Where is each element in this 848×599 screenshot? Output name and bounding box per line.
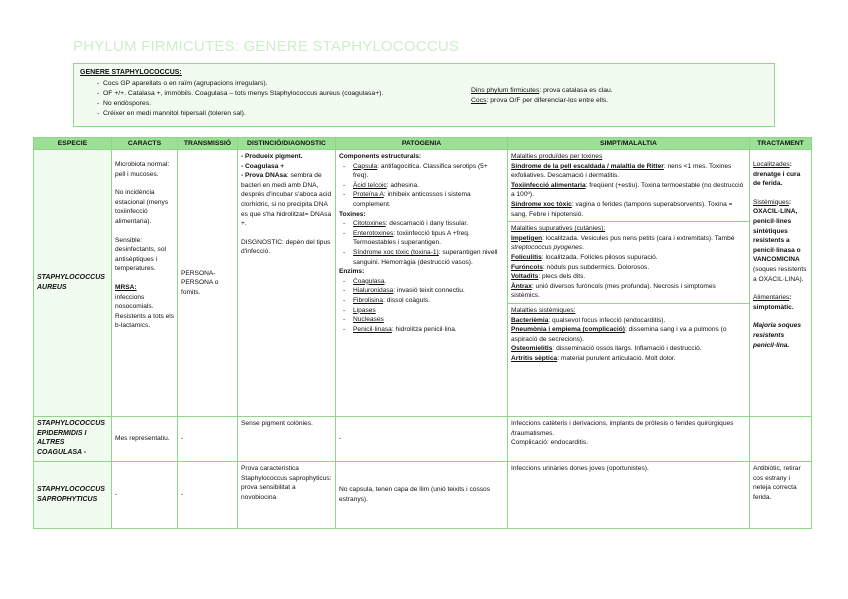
header-transmissio: TRANSMISSIÓ	[178, 138, 238, 150]
header-caracts: CARACTS	[112, 138, 178, 150]
distincio-cell: - Produeix pigment. - Coagulasa + - Prova DNAsa: sembra de bacteri en medi amb DNA, després d'incubar s'aboca acid clorhídric, si no precipita DNA es que s'ha hidrolitzat= DNAsa +. DISGNOSTIC: depèn del tipus d'infecció.	[238, 150, 336, 417]
genere-list	[74, 79, 383, 119]
especie-cell: STAPHYLOCOCCUS EPIDERMIDIS I ALTRES COAGULASA -	[34, 417, 112, 462]
caracts-cell: Microbiota normal: pell i mucoses. No incidència estacional (menys toxiinfecció alimentaria). Sensible: desinfectants, sol antisèptiques i temperatures. MRSA: infeccions nosocomials. Resistents a tots els b-lactamics.	[112, 150, 178, 417]
tractament-cell: Localitzades: drenatge i cura de ferida. Sistèmiques: OXACIL·LINA, penicil·lines sintètiques resistents a penicil·linasa o VANCOMICINA (soques resistents a OXACIL·LINA). Alimentaries: simptomàtic. Majoria soques resistents penicil·lina.	[750, 150, 812, 417]
simpt-cell: Malalties produïdes per toxines Síndrome de la pell escaldada / malaltia de Ritter: nens <1 mes. Toxines exfoliatives. Descamació i dermatitis. Toxiinfecció alimentaria: freqüent (+estiu). Toxina termoestable (no destrucció a 100º). Síndrome xoc tòxic: vagina o ferides (tampons superabsorvents). Toxina = sang. Febre i hipotensió. Malalties supuratives (cutànies): Impetigen: localitzada. Vesicules pus nens petits (cara i extremitats). També streptococcus pyogenes. Foliculitis: localitzada. Folícles pilosos supuració. Furóncols: nòduls pus subdermics. Dolorosos. Voltadits: plecs dels dits. Àntrax: unió diversos furóncols (mes profunda). Necrosis i simptomes sistèmics. Malalties sistèmiques: Bacterièmia: qualsevol focus infecció (endocarditis). Pneumònia i empiema (complicació): dissemina sang i va a pulmons (o aspiració de secrecions). Osteomielitis: disseminació ossos llargs. Inflamació i destrucció. Artritis sèptica: material purulent articulació. Molt dolor.	[508, 150, 750, 417]
transmissio-cell: -	[178, 417, 238, 462]
table-row-epidermidis	[34, 417, 812, 462]
genere-summary-box	[73, 63, 775, 127]
patogenia-cell: No capsula, tenen capa de llim (unió teixits i cossos estranys).	[336, 462, 508, 529]
especie-cell: STAPHYLOCOCCUS AUREUS	[34, 150, 112, 417]
caracts-cell: -	[112, 462, 178, 529]
table-row-aureus	[34, 150, 812, 417]
genere-note-phylum: Dins phylum firmicutes: prova catalasa es clau.	[471, 87, 613, 94]
distincio-cell: Sense pigment colònies.	[238, 417, 336, 462]
caracts-cell: Mes representatiu.	[112, 417, 178, 462]
tractament-cell	[750, 417, 812, 462]
list-item: - Créixer en medi mannitol hipersalí (toleren sal).	[74, 109, 383, 119]
header-distincio: DISTINCIÓ/DIAGNOSTIC	[238, 138, 336, 150]
header-especie: ESPECIE	[34, 138, 112, 150]
patogenia-cell: -	[336, 417, 508, 462]
especie-cell: STAPHYLOCOCCUS SAPROPHYTICUS	[34, 462, 112, 529]
simpt-cell: Infeccions urinàries dones joves (oportunistes).	[508, 462, 750, 529]
table-header-row	[34, 138, 812, 150]
header-patogenia: PATOGENIA	[336, 138, 508, 150]
tractament-cell: Antibiòtic, retirar cos estrany i neteja correcta ferida.	[750, 462, 812, 529]
genere-heading: GENERE STAPHYLOCOCCUS:	[80, 69, 182, 76]
page-title: PHYLUM FIRMICUTES: GENERE STAPHYLOCOCCUS	[73, 38, 460, 55]
header-tractament: TRACTAMENT	[750, 138, 812, 150]
transmissio-cell: PERSONA-PERSONA o fomits.	[178, 150, 238, 417]
simpt-cell: Infeccions catèteris i derivacions, implants de pròtesis o ferides quirúrgiques /traumatismes. Complicació: endocarditis.	[508, 417, 750, 462]
list-item: - Cocs GP aparellats o en raïm (agrupacions irregulars).	[74, 79, 383, 89]
list-item: - OF +/+. Catalasa +, immòbils. Coagulasa – tots menys Staphylococcus aureus (coagulasa+).	[74, 89, 383, 99]
list-item: - No endòspores.	[74, 99, 383, 109]
header-simpt: SIMPT/MALALTIA	[508, 138, 750, 150]
transmissio-cell: -	[178, 462, 238, 529]
species-table	[33, 137, 812, 529]
distincio-cell: Prova caracteristica Staphylococcus saprophyticus: prova sensibilitat a novobiocina	[238, 462, 336, 529]
genere-note-cocs: Cocs: prova O/F per diferenciar-los entre ells.	[471, 97, 609, 104]
patogenia-cell: Components estructurals: - Capsula: antifagocitica. Classifica serotips (5+ freq). - Àcid teïcoic: adhesina. - Proteïna A: inhibeix anticossos i sistema complement. Toxines: - Citotoxines: descamació i dany tissular. - Enterotoxines: toxiinfecció tipus A +freq. Termoestables i superantigen. - Síndrome xoc tòxic (toxina-1): superantigen nivell sanguini. Hemorràgia (destrucció vasos). Enzims: - Coagulasa. - Hialuronidasa: invasió teixit connectiu. - Fibrolisina: dissol coàguls. - Lipases - Nucleases - Penicil·linasa: hidrolitza penicil·lina.	[336, 150, 508, 417]
table-row-saprophyticus	[34, 462, 812, 529]
